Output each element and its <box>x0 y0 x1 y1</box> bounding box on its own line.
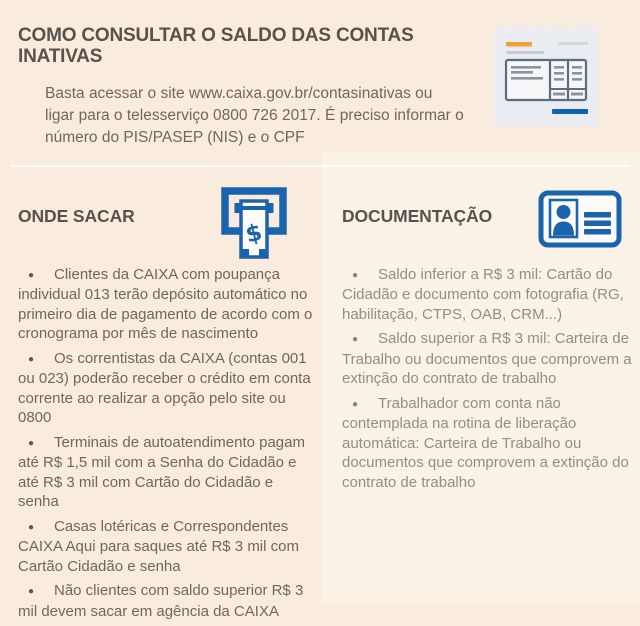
section-divider <box>10 165 630 167</box>
list-item-text: Clientes da CAIXA com poupança individual 013 terão depósito automático no primeiro dia de pagamento de acordo com o cronograma por mês de nascimento <box>18 265 313 343</box>
left-column-title: ONDE SACAR <box>18 205 135 226</box>
list-item-text: Não clientes com saldo superior R$ 3 mil devem sacar em agência da CAIXA <box>18 582 304 620</box>
list-item-text: Saldo inferior a R$ 3 mil: Cartão do Cidadão e documento com fotografia (RG, habilitação, CTPS, OAB, CRM...) <box>342 265 624 323</box>
bullet-icon: ● <box>352 398 359 410</box>
id-card-icon <box>538 190 622 248</box>
columns-section <box>0 180 640 626</box>
list-item-text: Os correntistas da CAIXA (contas 001 ou 023) poderão receber o crédito em conta corrente ao realizar a opção pelo site ou 0800 <box>18 349 311 427</box>
bullet-icon: ● <box>352 334 359 346</box>
list-item <box>342 394 632 493</box>
list-item <box>18 265 318 344</box>
list-item-text: Casas lotéricas e Correspondentes CAIXA Aqui para saques até R$ 3 mil com Cartão Cidadão e senha <box>18 517 299 575</box>
list-item-text: Trabalhador com conta não contemplada na rotina de liberação automática: Carteira de Trabalho ou documentos que comprovem a extinção do contrato de trabalho <box>342 394 629 491</box>
svg-text:$: $ <box>243 219 265 249</box>
receipt-icon <box>494 21 598 133</box>
list-item-text: Terminais de autoatendimento pagam até R$ 1,5 mil com a Senha do Cidadão e até R$ 3 mil com Cartão do Cidadão e senha <box>18 433 305 511</box>
right-column-title: DOCUMENTAÇÃO <box>342 205 493 226</box>
bullet-icon: ● <box>28 521 35 533</box>
list-item-text: Saldo superior a R$ 3 mil: Carteira de Trabalho ou documentos que comprovem a extinção do contrato de trabalho <box>342 330 632 388</box>
left-items <box>18 265 318 622</box>
list-item <box>18 349 318 428</box>
bullet-icon: ● <box>352 269 359 281</box>
bullet-icon: ● <box>28 437 35 449</box>
right-items <box>342 265 632 493</box>
bullet-icon: ● <box>28 586 35 598</box>
intro-text: Basta acessar o site www.caixa.gov.br/contasinativas ou ligar para o telesserviço 0800 726 2017. É preciso informar o número do PIS/PASEP (NIS) e o CPF <box>45 84 464 146</box>
page-title: COMO CONSULTAR O SALDO DAS CONTAS INATIVAS <box>18 25 414 67</box>
list-item <box>342 329 632 389</box>
list-item <box>18 433 318 512</box>
list-item <box>18 517 318 577</box>
top-section <box>0 0 640 149</box>
bullet-icon: ● <box>28 353 35 365</box>
bullet-icon: ● <box>28 269 35 281</box>
column-documentacao <box>342 180 632 626</box>
list-item <box>18 581 318 621</box>
list-item <box>342 265 632 325</box>
atm-cash-icon <box>221 187 287 263</box>
column-onde-sacar <box>18 180 318 626</box>
